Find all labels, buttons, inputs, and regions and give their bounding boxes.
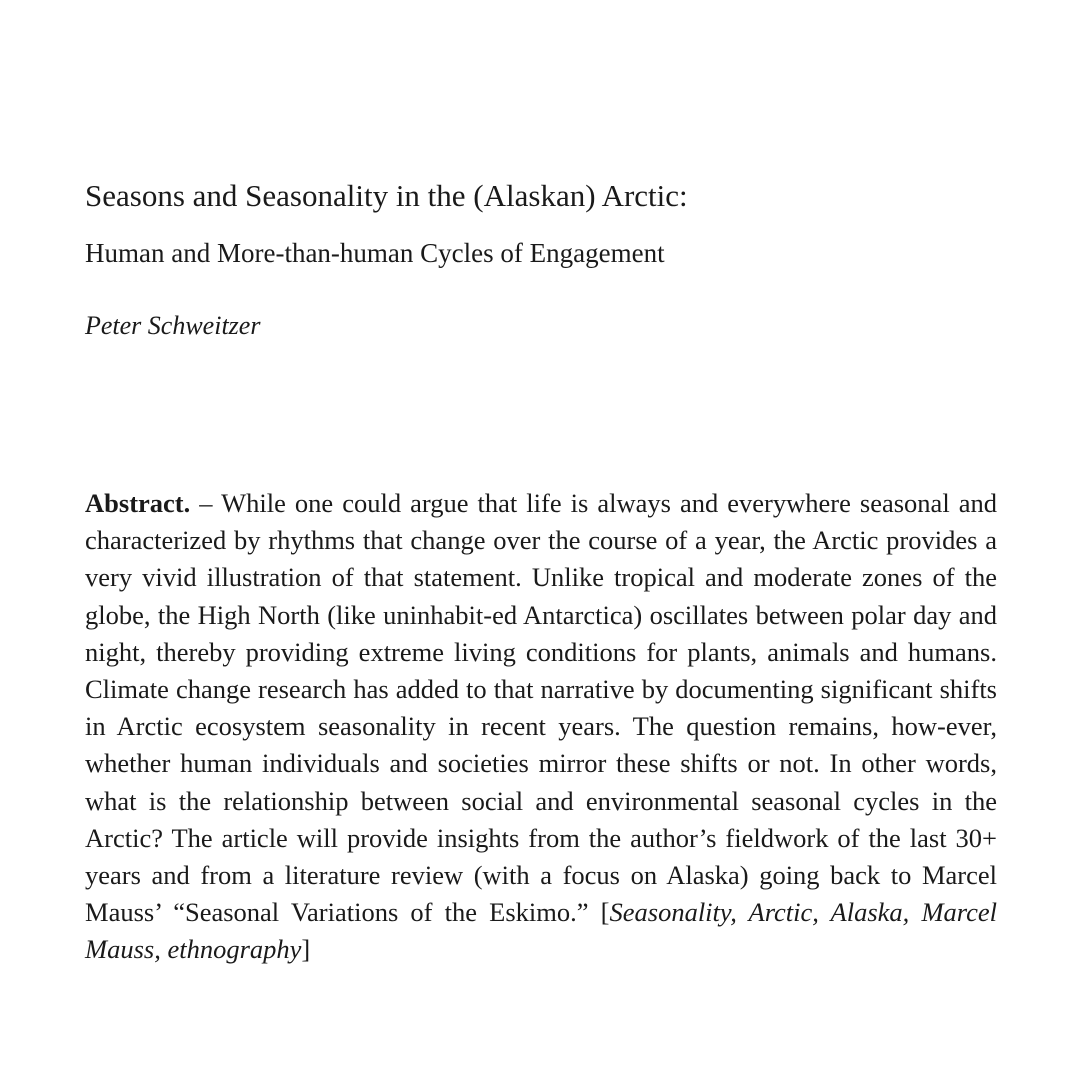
article-title: Seasons and Seasonality in the (Alaskan) Arctic: [85, 178, 688, 213]
abstract-body: – While one could argue that life is always and everywhere seasonal and characterized by rhythms that change over the course of a year, the Arctic provides a very vivid illustration of that statement. Unlike tropical and moderate zones of the globe, the High North (like uninhabit-ed Antarctica) oscillates between polar day and night, thereby providing extreme living conditions for plants, animals and humans. Climate change research has added to that narrative by documenting significant shifts in Arctic ecosystem seasonality in recent years. The question remains, how-ever, whether human individuals and societies mirror these shifts or not. In other words, what is the relationship between social and environmental seasonal cycles in the Arctic? The article will provide insights from the author’s fieldwork of the last 30+ years and from a literature review (with a focus on Alaska) going back to Marcel Mauss’ “Seasonal Variations of the Eskimo.” [ [85, 488, 997, 928]
abstract-paragraph [85, 485, 997, 969]
article-subtitle: Human and More-than-human Cycles of Engagement [85, 238, 665, 268]
abstract-closing-bracket: ] [301, 934, 311, 965]
abstract-keywords: Seasonality, Arctic, Alaska, Marcel Mauss, ethnography [85, 897, 997, 965]
abstract-label: Abstract. [85, 488, 191, 518]
article-author: Peter Schweitzer [85, 311, 261, 340]
